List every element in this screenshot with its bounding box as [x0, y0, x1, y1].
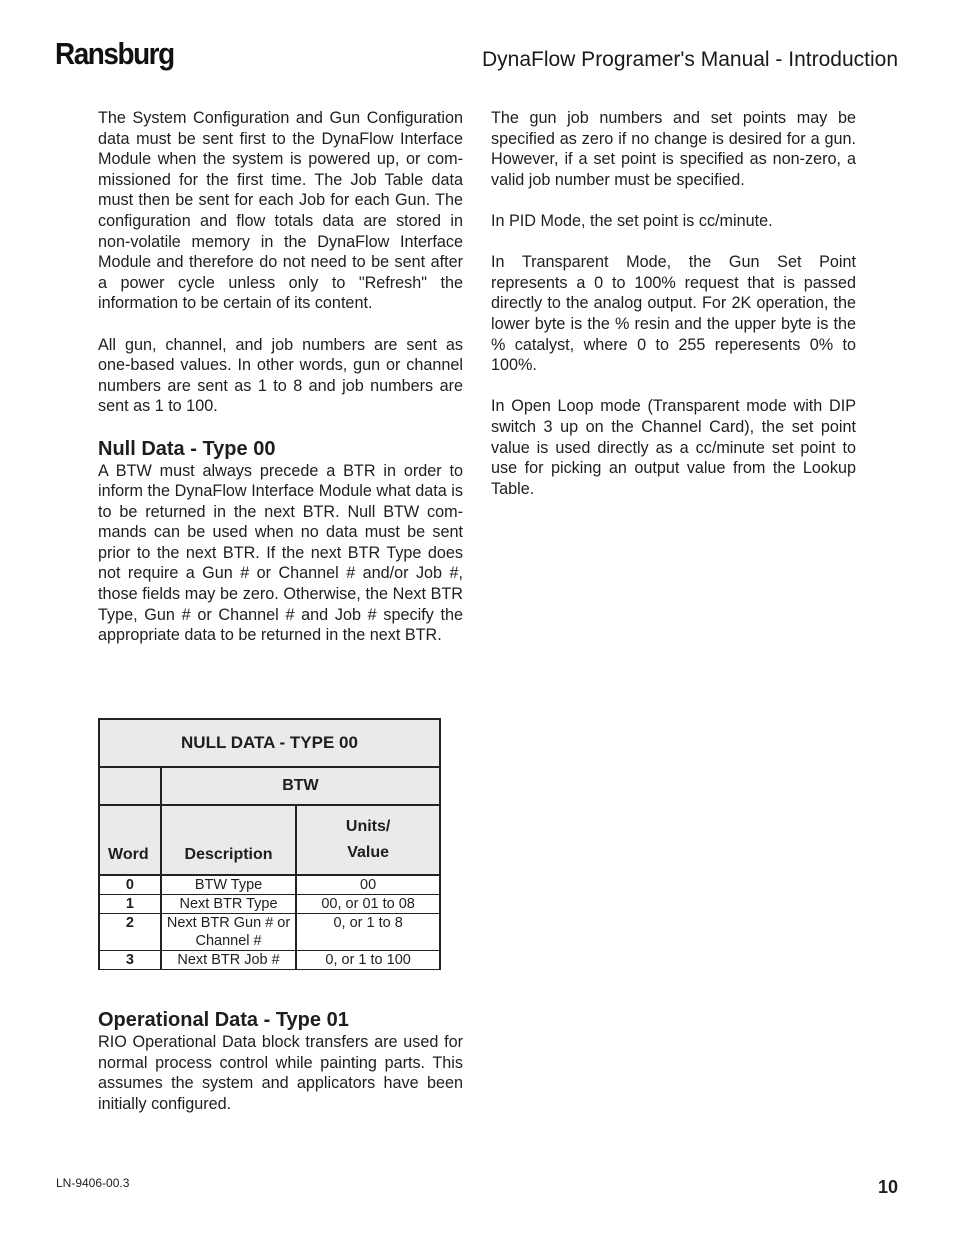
table-row — [99, 951, 440, 970]
row-word: 2 — [99, 914, 161, 951]
row-description: Next BTR Type — [161, 895, 296, 914]
col-header-units-line1: Units/ — [345, 818, 391, 835]
right-column — [491, 108, 856, 520]
left-column — [98, 108, 463, 666]
right-paragraph-2: In PID Mode, the set point is cc/minute. — [491, 211, 773, 230]
intro-paragraph-2: All gun, channel, and job numbers are sent as one-based values. In other words, gun or channel numbers are sent as 1 to 8 and job numbers are sent as 1 to 100. — [98, 335, 463, 416]
row-value: 00, or 01 to 08 — [296, 895, 440, 914]
right-paragraph-1: The gun job numbers and set points may be specified as zero if no change is desired for a gun. However, if a set point is specified as non-zero, a valid job number must be specified. — [491, 109, 856, 189]
row-value: 0, or 1 to 8 — [296, 914, 440, 951]
row-description: BTW Type — [161, 875, 296, 895]
operational-heading: Operational Data - Type 01 — [98, 1009, 349, 1031]
null-data-paragraph: A BTW must always precede a BTR in order to inform the DynaFlow Interface Module what data is to be returned in the next BTR. Null BTW com-mands can be used when no data must be sent prior to the next BTR. If the next BTR Type does not require a Gun # or Channel # and/or Job #, those fields may be zero. Otherwise, the Next BTR Type, Gun # or Channel # and Job # specify the appropriate data to be returned in the next BTR. — [98, 461, 463, 645]
table-blank-cell — [99, 767, 161, 805]
page-header-title: DynaFlow Programer's Manual - Introduction — [481, 48, 898, 71]
intro-paragraph-1: The System Configuration and Gun Configuration data must be sent first to the DynaFlow Interface Module when the system is powered up, or com-missioned for the first time. The Job Table data must then be sent for each Job for each Gun. The configuration and flow totals data are stored in non-volatile memory in the DynaFlow Interface Module and therefore do not need to be sent after a power cycle unless only to "Refresh" the information to be certain of its content. — [98, 109, 463, 313]
row-value: 0, or 1 to 100 — [296, 951, 440, 970]
null-data-heading: Null Data - Type 00 — [98, 437, 276, 460]
row-word: 0 — [99, 875, 161, 895]
table-row — [99, 895, 440, 914]
page-number: 10 — [877, 1177, 898, 1197]
table-title: NULL DATA - TYPE 00 — [99, 719, 440, 767]
right-paragraph-3: In Transparent Mode, the Gun Set Point represents a 0 to 100% request that is passed directly to the analog output. For 2K operation, the lower byte is the % resin and the upper byte is the % catalyst, where 0 to 255 reperesents 0% to 100%. — [491, 253, 856, 375]
col-header-description: Description — [161, 805, 296, 875]
operational-section — [98, 1009, 463, 1114]
table-subtitle: BTW — [161, 767, 440, 805]
row-description: Next BTR Gun # or Channel # — [161, 914, 296, 951]
row-description: Next BTR Job # — [161, 951, 296, 970]
null-data-table — [98, 718, 441, 970]
right-paragraph-4: In Open Loop mode (Transparent mode with DIP switch 3 up on the Channel Card), the set point value is used directly as a cc/minute set point to use for picking an output value from the Lookup Table. — [491, 397, 856, 498]
table-row — [99, 875, 440, 895]
col-header-units-line2: Value — [347, 844, 390, 861]
brand-logo: Ransburg — [55, 36, 174, 71]
row-word: 1 — [99, 895, 161, 914]
operational-paragraph: RIO Operational Data block transfers are used for normal process control while painting parts. This assumes the system and applicators have been initially configured. — [98, 1033, 463, 1113]
doc-number: LN-9406-00.3 — [56, 1176, 130, 1190]
row-word: 3 — [99, 951, 161, 970]
col-header-units — [296, 805, 440, 875]
row-value: 00 — [296, 875, 440, 895]
table-row — [99, 914, 440, 951]
col-header-word: Word — [99, 805, 161, 875]
